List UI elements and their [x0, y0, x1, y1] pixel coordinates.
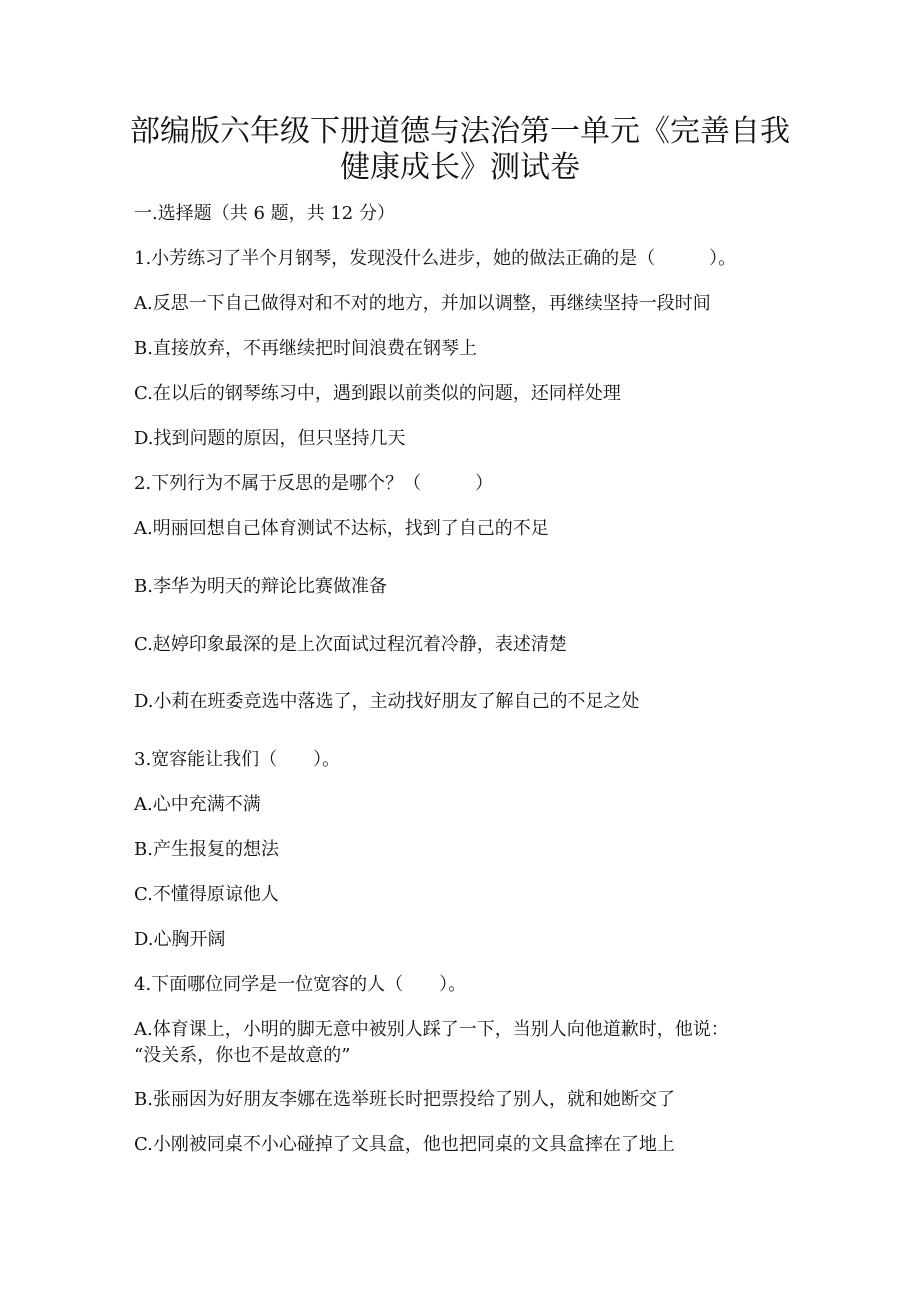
document-title-line-2: 健康成长》测试卷	[340, 150, 580, 185]
question-3-option-b: B.产生报复的想法	[134, 839, 279, 860]
question-3-option-c: C.不懂得原谅他人	[134, 884, 279, 905]
question-1-stem: 1.小芳练习了半个月钢琴，发现没什么进步，她的做法正确的是（ ）。	[134, 248, 737, 269]
question-1-option-b: B.直接放弃，不再继续把时间浪费在钢琴上	[134, 338, 477, 359]
document-title-line-1: 部编版六年级下册道德与法治第一单元《完善自我	[130, 114, 790, 149]
question-4-option-c: C.小刚被同桌不小心碰掉了文具盒，他也把同桌的文具盒摔在了地上	[134, 1134, 675, 1155]
question-2-option-d: D.小莉在班委竞选中落选了，主动找好朋友了解自己的不足之处	[134, 691, 640, 712]
question-2-option-c: C.赵婷印象最深的是上次面试过程沉着冷静，表述清楚	[134, 634, 567, 655]
question-3-stem: 3.宽容能让我们（ ）。	[134, 749, 341, 770]
question-4-option-a-continued: “没关系，你也不是故意的”	[134, 1045, 351, 1066]
question-3-option-a: A.心中充满不满	[134, 794, 261, 815]
question-1-option-a: A.反思一下自己做得对和不对的地方，并加以调整，再继续坚持一段时间	[134, 293, 711, 314]
question-2-option-b: B.李华为明天的辩论比赛做准备	[134, 576, 387, 597]
question-2-option-a: A.明丽回想自己体育测试不达标，找到了自己的不足	[134, 518, 549, 539]
question-1-option-d: D.找到问题的原因，但只坚持几天	[134, 428, 406, 449]
question-2-stem: 2.下列行为不属于反思的是哪个？（ ）	[134, 473, 494, 494]
question-4-option-a: A.体育课上，小明的脚无意中被别人踩了一下，当别人向他道歉时，他说：	[134, 1019, 729, 1040]
section-heading: 一.选择题（共 6 题，共 12 分）	[134, 203, 395, 224]
question-4-stem: 4.下面哪位同学是一位宽容的人（ ）。	[134, 974, 467, 995]
question-3-option-d: D.心胸开阔	[134, 929, 226, 950]
question-1-option-c: C.在以后的钢琴练习中，遇到跟以前类似的问题，还同样处理	[134, 383, 621, 404]
question-4-option-b: B.张丽因为好朋友李娜在选举班长时把票投给了别人，就和她断交了	[134, 1089, 675, 1110]
